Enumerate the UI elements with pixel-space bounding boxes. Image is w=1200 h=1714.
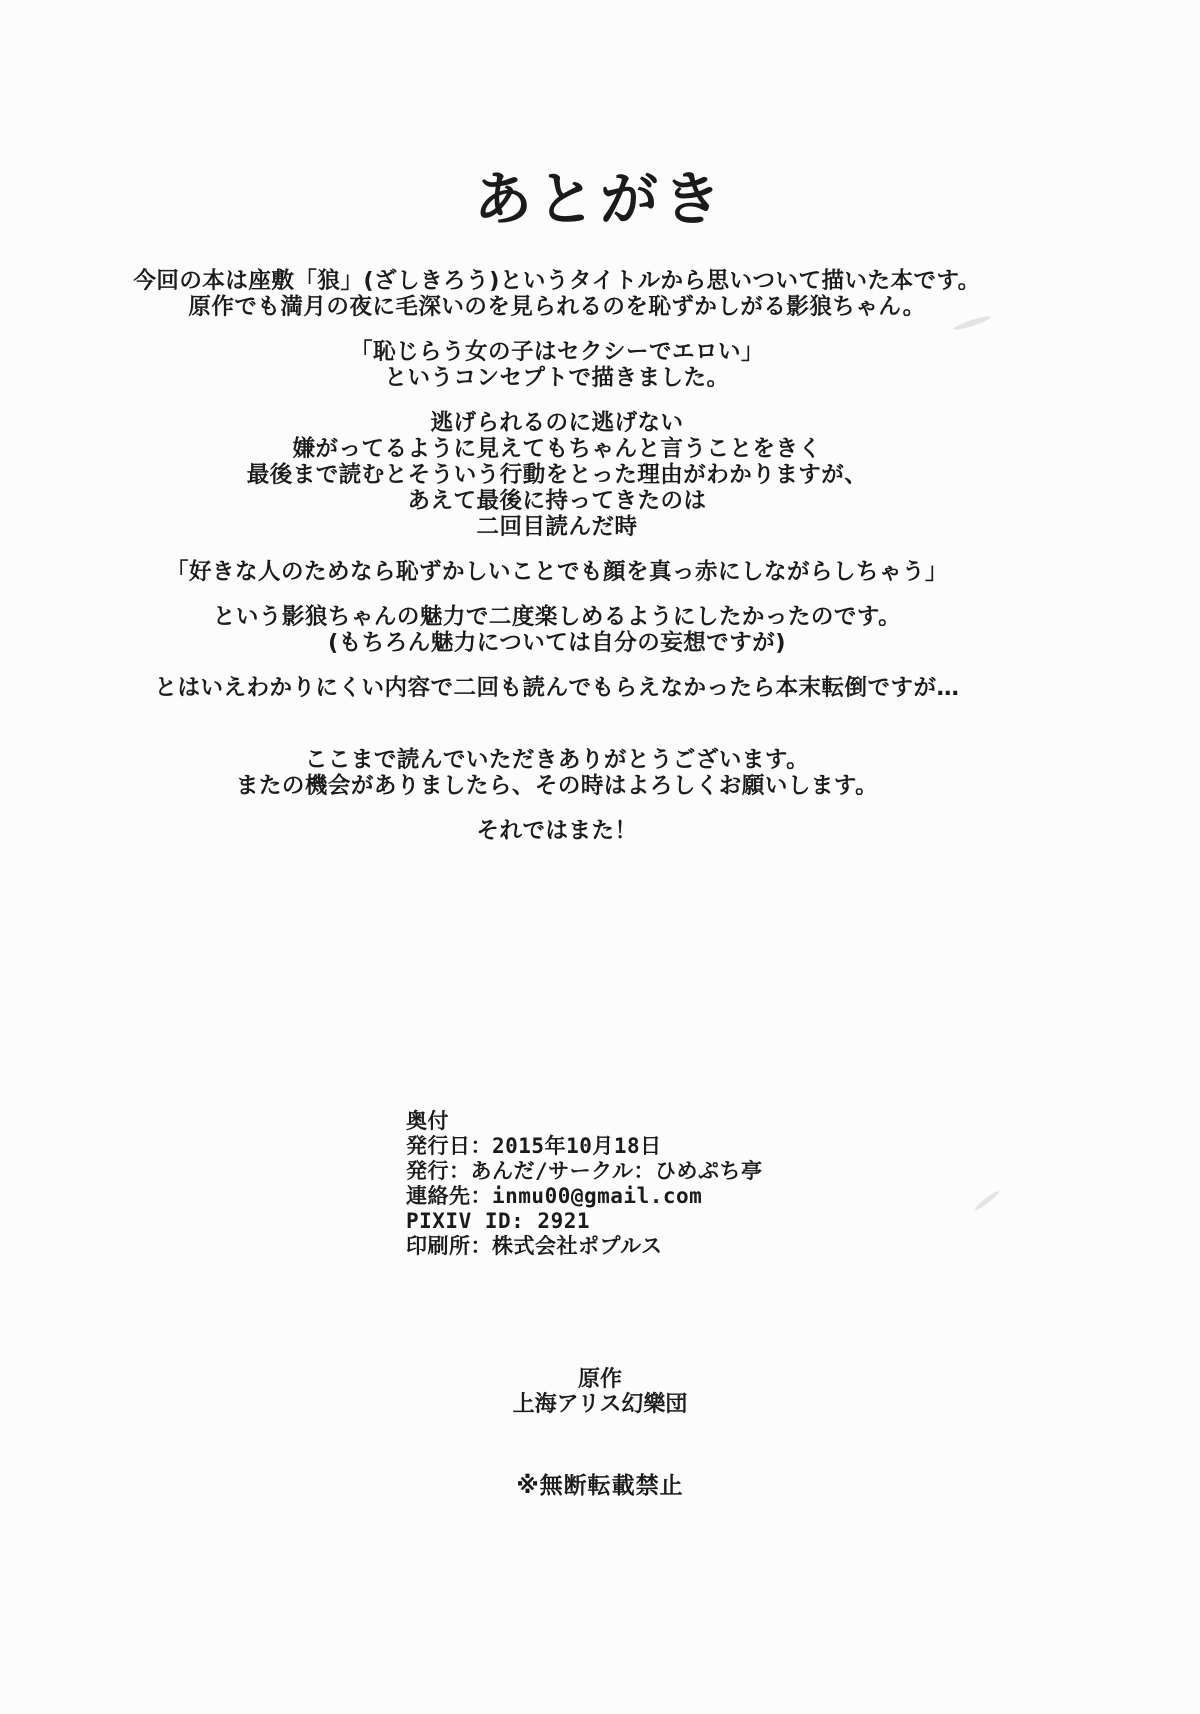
afterword-paragraph [0, 604, 1114, 656]
afterword-line: (もちろん魅力については自分の妄想ですが) [327, 630, 787, 656]
afterword-paragraph [0, 410, 1114, 540]
colophon-line-contact-email: 連絡先：inmu00@gmail.com [406, 1184, 703, 1208]
page-title: あとがき [473, 165, 726, 233]
credit-name: 上海アリス幻樂団 [512, 1392, 688, 1417]
colophon-line-publisher: 発行：あんだ/サークル：ひめぷち亭 [406, 1159, 763, 1183]
afterword-line: 逃げられるのに逃げない [430, 410, 684, 436]
afterword-line: ここまで読んでいただきありがとうございます。 [304, 747, 810, 773]
colophon-block [406, 1109, 1200, 1259]
original-work-credit [0, 1367, 1200, 1417]
afterword-line: 原作でも満月の夜に毛深いのを見られるのを恥ずかしがる影狼ちゃん。 [188, 294, 926, 320]
credit-label: 原作 [577, 1367, 622, 1392]
afterword-line: 二回目読んだ時 [476, 514, 638, 540]
afterword-body [0, 268, 1114, 844]
afterword-line: 最後まで読むとそういう行動をとった理由がわかりますが、 [246, 462, 868, 488]
afterword-paragraph [0, 559, 1114, 585]
afterword-line: 「恥じらう女の子はセクシーでエロい」 [349, 339, 764, 365]
afterword-paragraph [0, 747, 1114, 799]
afterword-line: 今回の本は座敷「狼」(ざしきろう)というタイトルから思いついて描いた本です。 [133, 268, 981, 294]
reprint-notice: ※無断転載禁止 [516, 1473, 684, 1499]
colophon-heading: 奥付 [406, 1109, 449, 1133]
afterword-line: とはいえわかりにくい内容で二回も読んでもらえなかったら本末転倒ですが… [154, 675, 960, 701]
afterword-paragraph [0, 339, 1114, 391]
colophon-line-publish-date: 発行日：2015年10月18日 [406, 1134, 662, 1158]
afterword-paragraph [0, 675, 1114, 701]
afterword-line: それではまた！ [476, 818, 638, 844]
afterword-line: という影狼ちゃんの魅力で二度楽しめるようにしたかったのです。 [212, 604, 902, 630]
afterword-line: 「好きな人のためなら恥ずかしいことでも顔を真っ赤にしながらしちゃう」 [165, 559, 948, 585]
afterword-line: あえて最後に持ってきたのは [407, 488, 707, 514]
afterword-line: 嫌がってるように見えてもちゃんと言うことをきく [292, 436, 822, 462]
afterword-closing [0, 818, 1114, 844]
afterword-line: というコンセプトで描きました。 [384, 365, 730, 391]
afterword-line: またの機会がありましたら、その時はよろしくお願いします。 [235, 773, 879, 799]
colophon-line-printer: 印刷所：株式会社ポプルス [406, 1234, 663, 1258]
colophon-line-pixiv-id: PIXIV ID: 2921 [406, 1209, 591, 1233]
afterword-paragraph [0, 268, 1114, 320]
